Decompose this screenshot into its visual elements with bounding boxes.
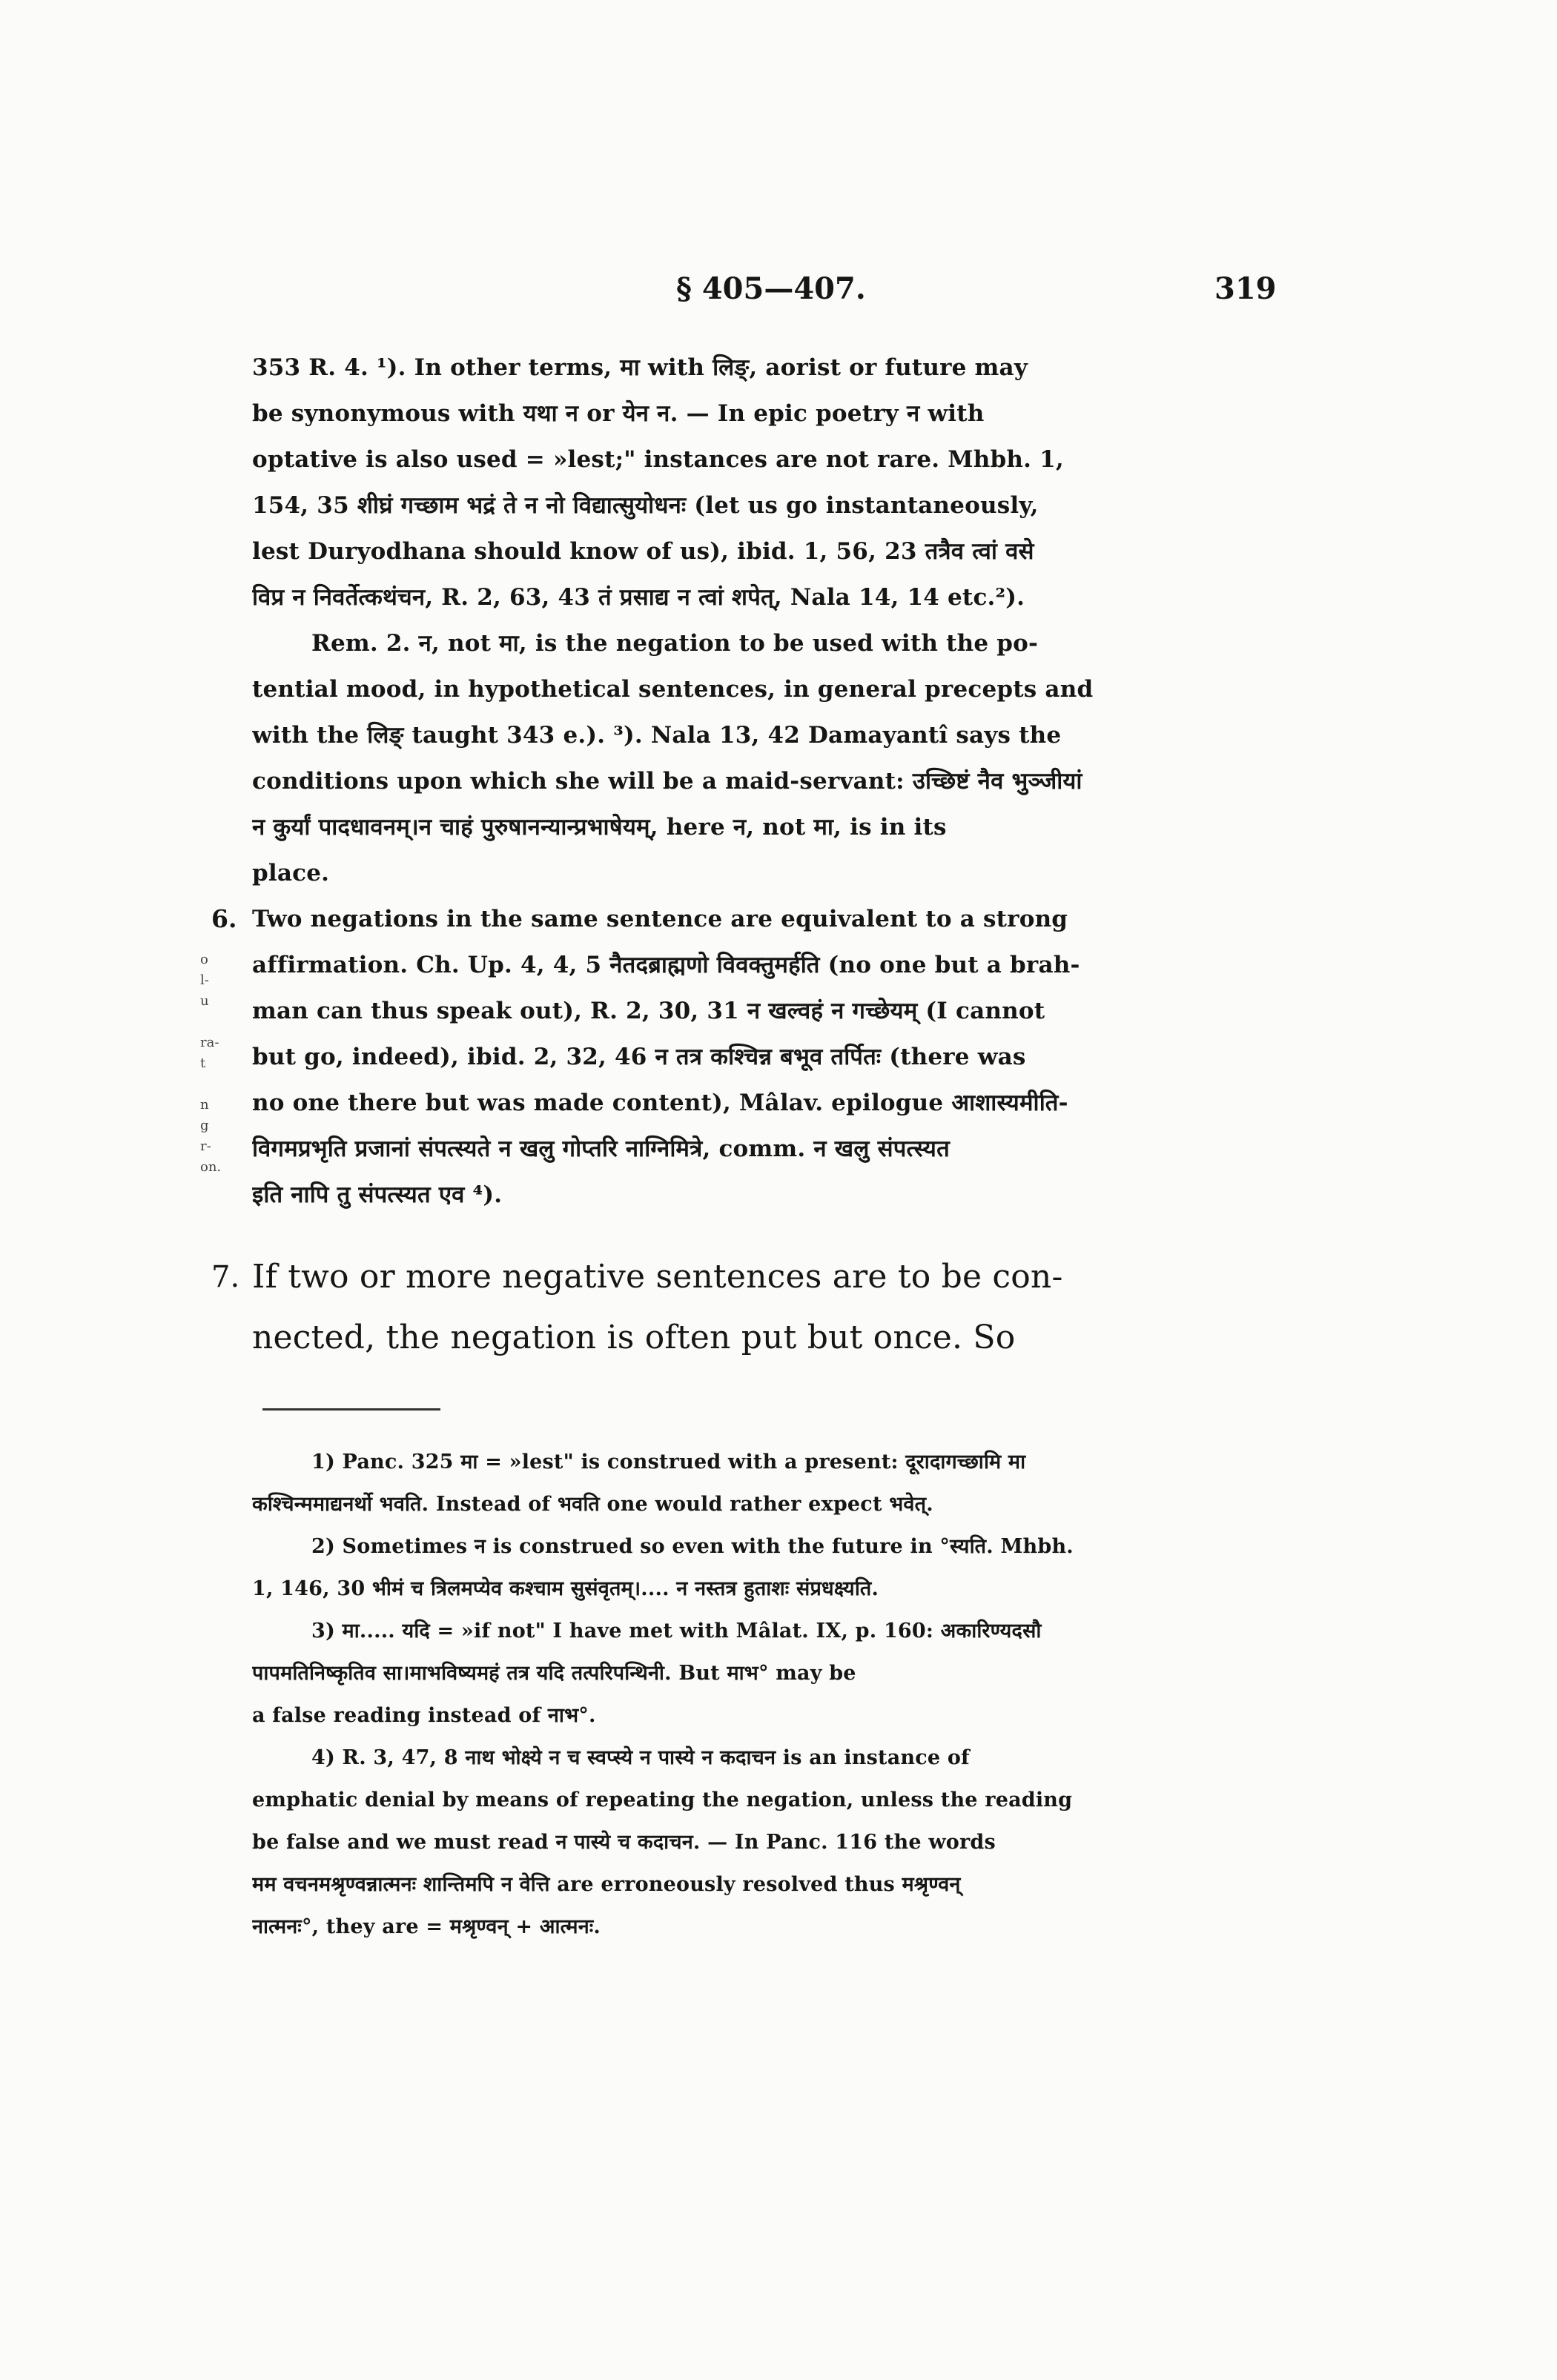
text-line: a false reading instead of नाभ°.	[252, 1704, 596, 1727]
text-line: emphatic denial by means of repeating the negation, unless the reading	[252, 1789, 1073, 1811]
text-line: lest Duryodhana should know of us), ibid. 1, 56, 23 तत्रैव त्वां वसे	[252, 538, 1034, 565]
text-line: If two or more negative sentences are to be con-	[252, 1258, 1063, 1296]
text-line: विप्र न निवर्तेत्कथंचन, R. 2, 63, 43 तं प्रसाद्य न त्वां शपेत्, Nala 14, 14 etc.²).	[252, 584, 1025, 611]
text-line: but go, indeed), ibid. 2, 32, 46 न तत्र कश्चिन्न बभूव तर्पितः (there was	[252, 1044, 1026, 1070]
text-line: पापमतिनिष्कृतिव सा।माभविष्यमहं तत्र यदि तत्परिपन्थिनी. But माभ° may be	[252, 1662, 856, 1685]
text-line: 3) मा..... यदि = »if not" I have met with Mâlat. IX, p. 160: अकारिण्यदसौ	[311, 1620, 1042, 1643]
text-line: be false and we must read न पास्ये च कदाचन. — In Panc. 116 the words	[252, 1831, 996, 1854]
text-line: नात्मनः°, they are = मश्रृण्वन् + आत्मनः.	[252, 1915, 601, 1938]
text-line: Two negations in the same sentence are equivalent to a strong	[252, 906, 1068, 932]
page-number: 319	[1214, 271, 1277, 306]
text-line: मम वचनमश्रृण्वन्नात्मनः शान्तिमपि न वेत्ति are erroneously resolved thus मश्रृण्वन्	[252, 1873, 961, 1896]
text-line: 154, 35 शीघ्रं गच्छाम भद्रं ते न नो विद्यात्सुयोधनः (let us go instantaneously,	[252, 492, 1039, 519]
section-7	[211, 1247, 1299, 1368]
text-line: 1, 146, 30 भीमं च त्रिलमप्येव कश्चाम सुसंवृतम्।.... न नस्तत्र हुताशः संप्रधक्ष्यति.	[252, 1577, 879, 1600]
text-line: tential mood, in hypothetical sentences, in general precepts and	[252, 676, 1094, 703]
text-line: इति नापि तु संपत्स्यत एव ⁴).	[252, 1181, 503, 1208]
section-number: 6.	[211, 904, 237, 933]
text-line: be synonymous with यथा न or येन न. — In epic poetry न with	[252, 400, 985, 427]
remark-block	[252, 345, 1299, 896]
footnote-rule	[262, 1408, 440, 1411]
text-line: no one there but was made content), Mâlav. epilogue आशास्यमीति-	[252, 1090, 1068, 1116]
text-line: man can thus speak out), R. 2, 30, 31 न खल्वहं न गच्छेयम् (I cannot	[252, 998, 1045, 1024]
text-line: विगमप्रभृति प्रजानां संपत्स्यते न खलु गोप्तरि नाग्निमित्रे, comm. न खलु संपत्स्यत	[252, 1136, 950, 1162]
text-line: न कुर्यां पादधावनम्।न चाहं पुरुषानन्यान्प्रभाषेयम्, here न, not मा, is in its	[252, 814, 947, 841]
text-line: nected, the negation is often put but once. So	[252, 1319, 1016, 1356]
section-range: § 405—407.	[676, 271, 866, 306]
text-line: 4) R. 3, 47, 8 नाथ भोक्ष्ये न च स्वप्स्ये न पास्ये न कदाचन is an instance of	[311, 1746, 970, 1769]
margin-note: o l- u ra- t n g r- on.	[200, 952, 222, 1175]
text-line: कश्चिन्ममाद्यनर्थो भवति. Instead of भवति one would rather expect भवेत्.	[252, 1493, 933, 1516]
section-number: 7.	[211, 1260, 240, 1294]
text-line: affirmation. Ch. Up. 4, 4, 5 नैतदब्राह्मणो विवक्तुमर्हति (no one but a brah-	[252, 952, 1080, 978]
footnotes	[252, 1441, 1299, 1948]
text-line: place.	[252, 860, 330, 886]
page-header	[0, 271, 1557, 316]
text-line: Rem. 2. न, not मा, is the negation to be used with the po-	[311, 630, 1039, 657]
text-line: 1) Panc. 325 मा = »lest" is construed with a present: दूरादागच्छामि मा	[311, 1451, 1026, 1474]
text-line: conditions upon which she will be a maid-servant: उच्छिष्टं नैव भुञ्जीयां	[252, 768, 1082, 795]
text-line: optative is also used = »lest;" instances are not rare. Mhbh. 1,	[252, 446, 1064, 473]
text-line: 2) Sometimes न is construed so even with the future in °स्यति. Mhbh.	[311, 1535, 1074, 1558]
text-line: 353 R. 4. ¹). In other terms, मा with लिङ्, aorist or future may	[252, 354, 1028, 381]
text-line: with the लिङ् taught 343 e.). ³). Nala 13, 42 Damayantî says the	[252, 722, 1062, 749]
